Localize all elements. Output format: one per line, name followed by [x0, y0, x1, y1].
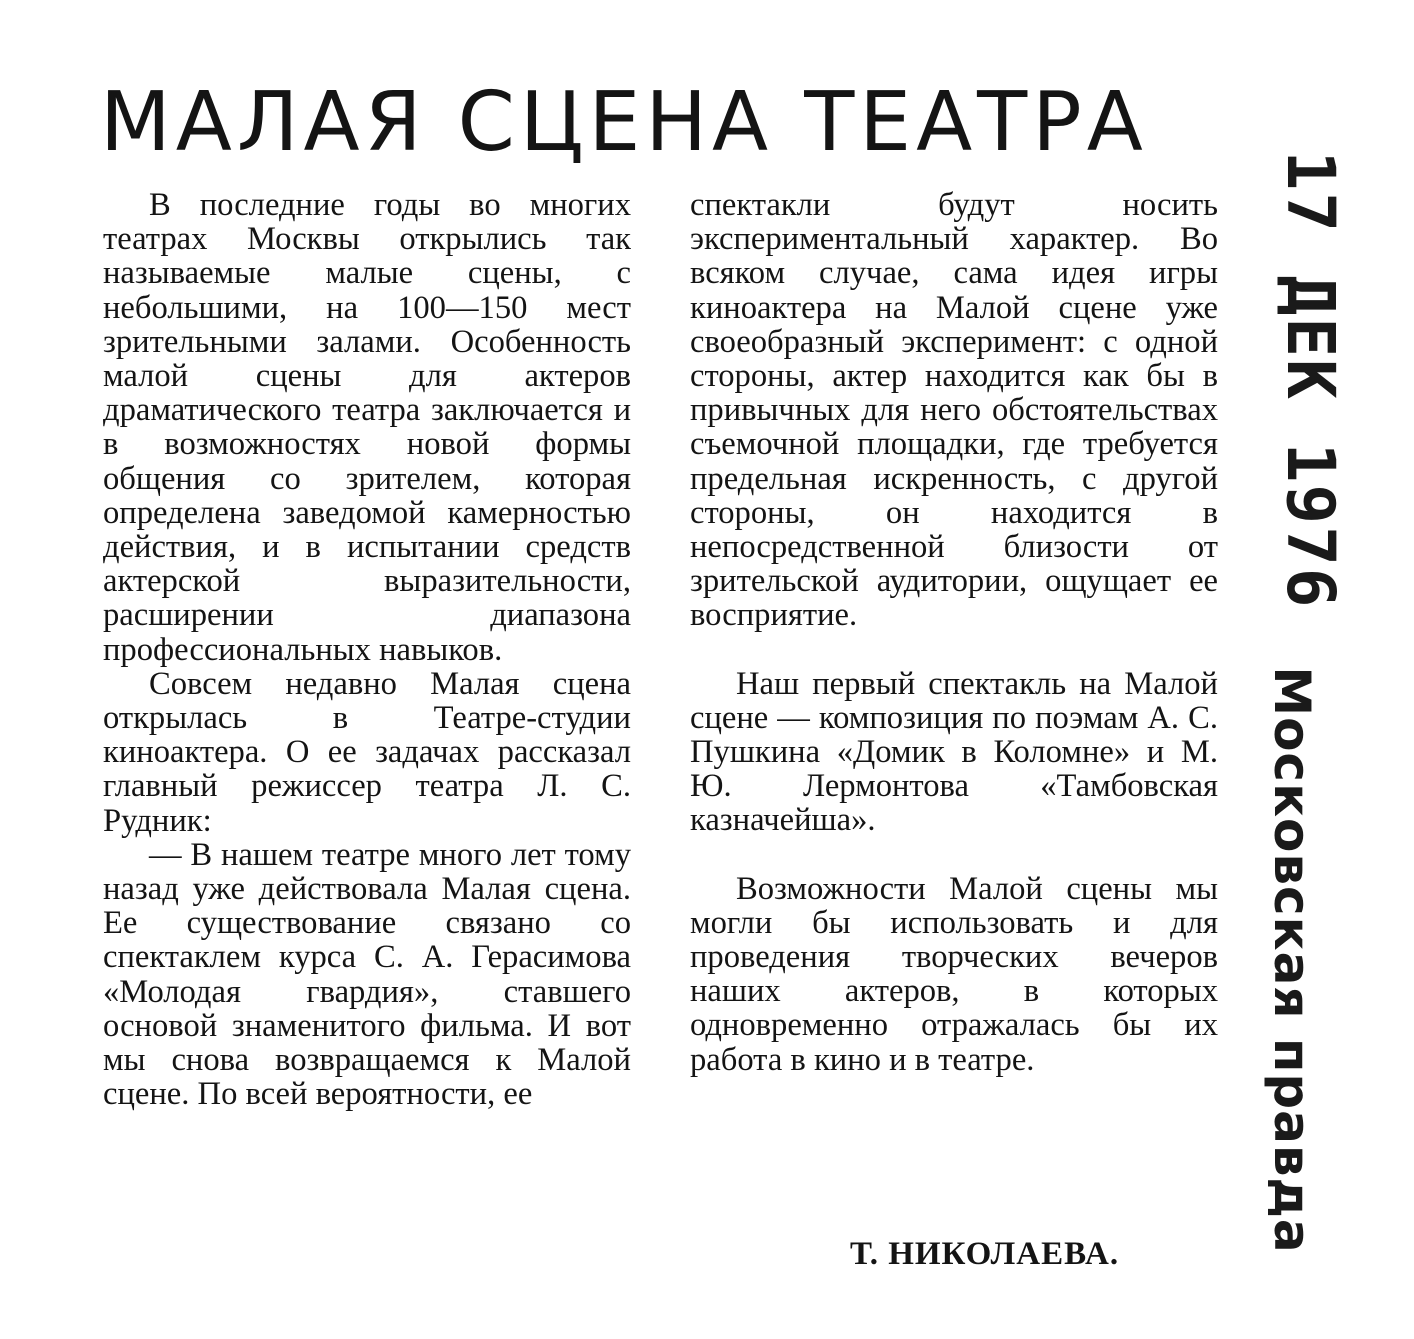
source-stamp: Московская правда [1263, 666, 1321, 1254]
paragraph: — В нашем театре много лет тому назад уже действовала Малая сцена. Ее существование связано со спектаклем курса С. А. Герасимова «Молодая гвардия», ставшего основой знаменитого фильма. И вот мы снова возвращаемся к Малой сцене. По всей вероятности, ее [103, 836, 631, 1113]
left-column [103, 188, 631, 1111]
article-headline: МАЛАЯ СЦЕНА ТЕАТРА [100, 75, 1148, 170]
author-signature: Т. НИКОЛАЕВА. [850, 1236, 1120, 1272]
paragraph: Совсем недавно Малая сцена открылась в Театре-студии киноактера. О ее задачах рассказал главный режиссер театра Л. С. Рудник: [103, 665, 631, 839]
right-column [690, 188, 1218, 1077]
date-stamp: 17 ДЕК 1976 [1272, 150, 1349, 610]
paragraph: В последние годы во многих театрах Москвы открылись так называемые малые сцены, с небольшими, на 100—150 мест зрительными залами. Особенность малой сцены для актеров драматического театра заключается и в возможностях новой формы общения со зрителем, которая определена заведомой камерностью действия, и в испытании средств актерской выразительности, расширении диапазона профессиональных навыков. [103, 187, 631, 668]
paragraph: Наш первый спектакль на Малой сцене — композиция по поэмам А. С. Пушкина «Домик в Коломне» и М. Ю. Лермонтова «Тамбовская казначейша». [690, 665, 1218, 839]
paragraph-continued: спектакли будут носить экспериментальный характер. Во всяком случае, сама идея игры киноактера на Малой сцене уже своеобразный эксперимент: с одной стороны, актер находится как бы в привычных для него обстоятельствах съемочной площадки, где требуется предельная искренность, с другой стороны, он находится в непосредственной близости от зрительской аудитории, ощущает ее восприятие. [690, 187, 1218, 634]
paragraph: Возможности Малой сцены мы могли бы использовать и для проведения творческих вечеров наших актеров, в которых одновременно отражалась бы их работа в кино и в театре. [690, 870, 1218, 1078]
